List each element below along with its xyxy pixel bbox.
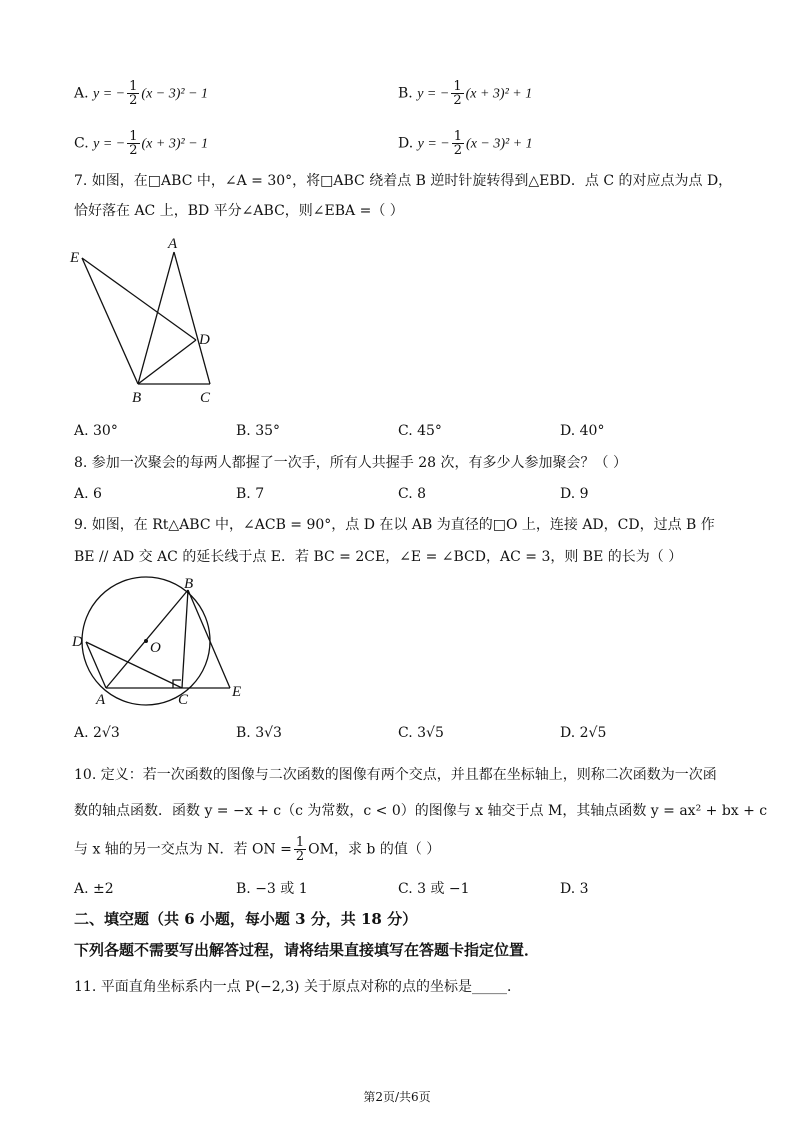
q10-option-a: A. ±2 xyxy=(74,881,114,897)
fraction xyxy=(127,80,139,107)
q7-option-a: A. 30° xyxy=(74,423,118,439)
q8-option-a: A. 6 xyxy=(74,486,102,502)
option-expr-pre: y = − xyxy=(417,86,450,102)
q6-option-d xyxy=(398,130,533,157)
q10-stem-line1: 10. 定义：若一次函数的图像与二次函数的图像有两个交点，并且都在坐标轴上，则称二次函数为一次函 xyxy=(74,767,717,783)
point-label-d: D xyxy=(199,332,210,348)
option-expr-post: (x − 3)² − 1 xyxy=(141,86,209,102)
q7-option-c: C. 45° xyxy=(398,423,442,439)
q6-option-c xyxy=(74,130,208,157)
q9-option-d: D. 2√5 xyxy=(560,725,607,741)
fraction-den: 2 xyxy=(129,93,138,108)
q10-option-b: B. −3 或 1 xyxy=(236,881,308,897)
q8-stem: 8. 参加一次聚会的每两人都握了一次手，所有人共握手 28 次，有多少人参加聚会？（ ） xyxy=(74,455,627,471)
q10-stem-line3 xyxy=(74,836,440,863)
point-label-a: A xyxy=(96,692,106,708)
segment-ab xyxy=(106,590,188,688)
option-expr-post: (x + 3)² + 1 xyxy=(465,86,533,102)
q6-option-b xyxy=(398,80,532,107)
q7-stem-line2: 恰好落在 AC 上，BD 平分∠ABC，则∠EBA =（ ） xyxy=(74,203,404,219)
point-label-b: B xyxy=(132,390,142,406)
center-point xyxy=(144,639,148,643)
q9-option-c: C. 3√5 xyxy=(398,725,444,741)
segment-be xyxy=(188,590,230,688)
option-letter: D. xyxy=(398,135,414,152)
q10-line3-pre: 与 x 轴的另一交点为 N．若 ON = xyxy=(74,841,292,858)
fraction-num: 1 xyxy=(453,79,462,94)
fraction xyxy=(452,130,464,157)
q7-option-d: D. 40° xyxy=(560,423,605,439)
point-label-e: E xyxy=(232,684,242,700)
q9-stem-line1: 9. 如图，在 Rt△ABC 中，∠ACB = 90°，点 D 在以 AB 为直径的□O 上，连接 AD，CD，过点 B 作 xyxy=(74,517,715,533)
q6-option-a xyxy=(74,80,208,107)
section-instruction: 下列各题不需要写出解答过程，请将结果直接填写在答题卡指定位置． xyxy=(74,941,540,959)
point-label-d: D xyxy=(72,634,83,650)
fraction-num: 1 xyxy=(453,129,463,144)
option-expr-post: (x − 3)² + 1 xyxy=(466,136,533,152)
option-expr-pre: y = − xyxy=(93,86,126,102)
q9-stem-line2: BE // AD 交 AC 的延长线于点 E．若 BC = 2CE，∠E = ∠BCD，AC = 3，则 BE 的长为（ ） xyxy=(74,549,683,565)
option-letter: C. xyxy=(74,135,89,152)
q7-stem-line1: 7. 如图，在□ABC 中，∠A = 30°，将□ABC 绕着点 B 逆时针旋转得到△EBD．点 C 的对应点为点 D， xyxy=(74,173,733,189)
q9-option-a: A. 2√3 xyxy=(74,725,120,741)
q11-stem: 11. 平面直角坐标系内一点 P(−2,3) 关于原点对称的点的坐标是_____． xyxy=(74,979,521,995)
point-label-a: A xyxy=(168,236,178,252)
point-label-c: C xyxy=(178,692,189,708)
q8-option-b: B. 7 xyxy=(236,486,265,502)
q10-option-c: C. 3 或 −1 xyxy=(398,881,470,897)
section-title: 二、填空题（共 6 小题，每小题 3 分，共 18 分） xyxy=(74,910,418,928)
segment-bd xyxy=(138,340,196,384)
point-label-e: E xyxy=(70,250,80,266)
option-letter: B. xyxy=(398,85,413,102)
segment-bc xyxy=(182,590,188,688)
q10-line3-post: OM，求 b 的值（ ） xyxy=(308,841,441,858)
q9-figure xyxy=(66,576,256,710)
q8-option-d: D. 9 xyxy=(560,486,589,502)
point-label-c: C xyxy=(200,390,211,406)
fraction-den: 2 xyxy=(129,143,138,158)
segment-ab xyxy=(138,252,174,384)
q7-option-b: B. 35° xyxy=(236,423,281,439)
fraction-num: 1 xyxy=(129,129,138,144)
fraction-num: 1 xyxy=(129,79,138,94)
option-expr-pre: y = − xyxy=(93,136,126,152)
fraction-den: 2 xyxy=(295,849,305,864)
fraction-den: 2 xyxy=(453,93,462,108)
q10-option-d: D. 3 xyxy=(560,881,589,897)
q7-figure xyxy=(66,232,226,410)
page-footer: 第2页/共6页 xyxy=(363,1090,431,1104)
segment-dc xyxy=(86,642,182,688)
point-label-b: B xyxy=(184,576,194,592)
segment-ac xyxy=(174,252,210,384)
fraction xyxy=(294,836,306,863)
fraction-num: 1 xyxy=(295,835,305,850)
fraction-den: 2 xyxy=(453,143,463,158)
fraction xyxy=(127,130,139,157)
option-expr-pre: y = − xyxy=(417,136,450,152)
q10-stem-line2: 数的轴点函数．函数 y = −x + c（c 为常数，c < 0）的图像与 x 轴交于点 M，其轴点函数 y = ax² + bx + c xyxy=(74,803,768,819)
option-letter: A. xyxy=(74,85,89,102)
option-expr-post: (x + 3)² − 1 xyxy=(141,136,209,152)
point-label-o: O xyxy=(150,640,161,656)
q9-option-b: B. 3√3 xyxy=(236,725,282,741)
fraction xyxy=(451,80,463,107)
q8-option-c: C. 8 xyxy=(398,486,427,502)
segment-eb xyxy=(82,258,138,384)
